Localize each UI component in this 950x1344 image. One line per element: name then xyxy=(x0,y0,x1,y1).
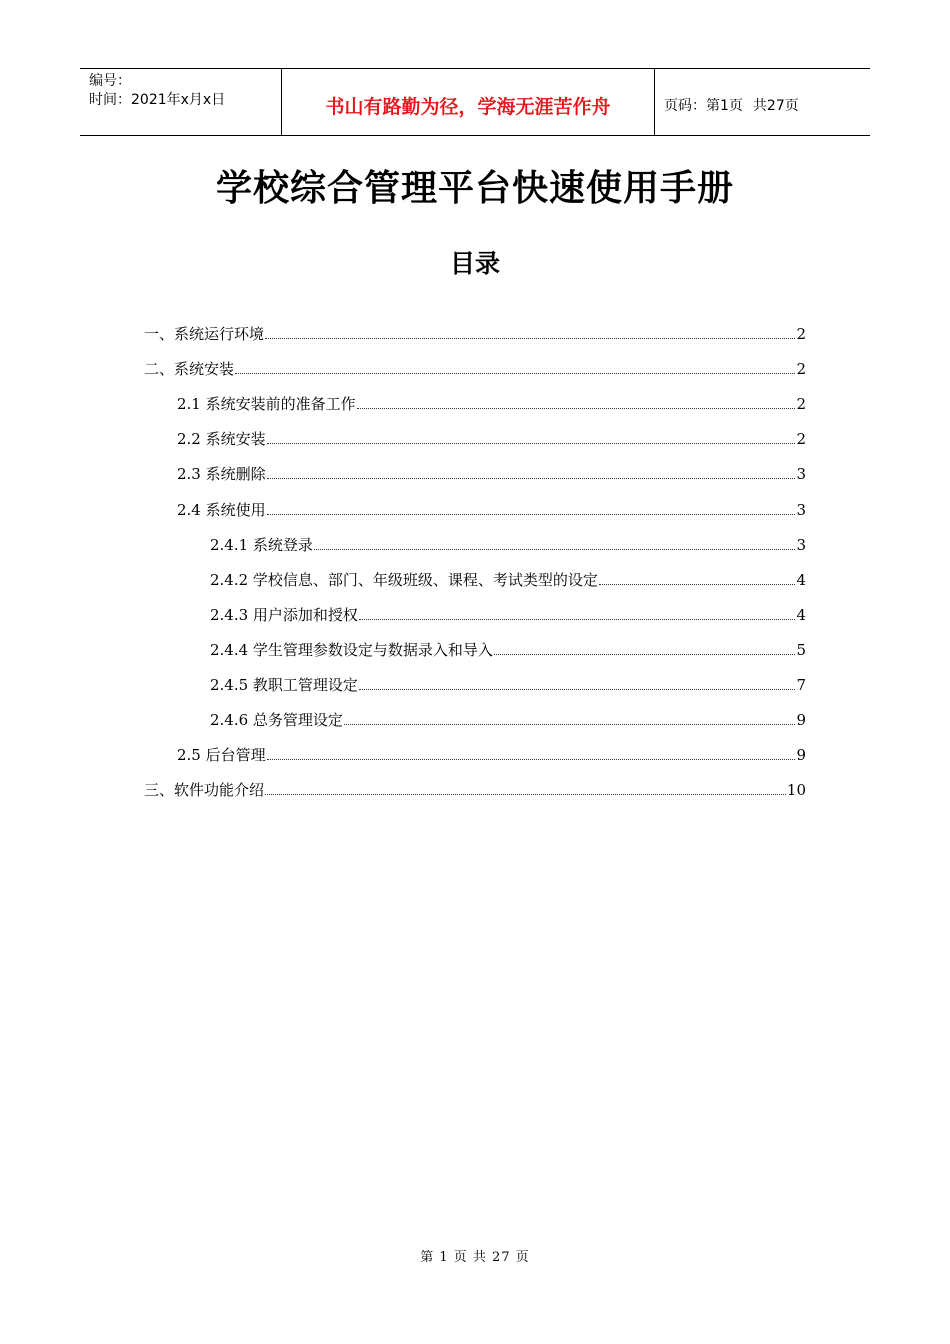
toc-leader-dots xyxy=(344,724,796,725)
toc-entry[interactable] xyxy=(210,531,806,555)
toc-entry-title: 2.3 系统删除 xyxy=(177,465,266,484)
document-title: 学校综合管理平台快速使用手册 xyxy=(215,168,734,209)
toc-entry[interactable] xyxy=(210,706,806,730)
toc-entry[interactable] xyxy=(144,320,806,344)
toc-entry[interactable] xyxy=(177,425,806,449)
toc-entry-page: 3 xyxy=(796,465,806,484)
toc-leader-dots xyxy=(359,689,796,690)
toc-entry-page: 2 xyxy=(796,360,806,379)
toc-entry-page: 4 xyxy=(796,570,806,589)
toc-leader-dots xyxy=(267,759,796,760)
toc-leader-dots xyxy=(267,514,796,515)
toc-entry-page: 9 xyxy=(796,711,806,730)
page-footer: 第 1 页 共 27 页 xyxy=(420,1250,530,1265)
toc-entry-page: 2 xyxy=(796,325,806,343)
toc-entry[interactable] xyxy=(177,460,806,484)
toc-leader-dots xyxy=(267,443,796,444)
toc-entry-title: 2.4.2 学校信息、部门、年级班级、课程、考试类型的设定 xyxy=(210,570,598,589)
toc-entry-title: 2.4 系统使用 xyxy=(177,500,266,519)
toc-entry-page: 4 xyxy=(796,605,806,624)
toc-entry[interactable] xyxy=(177,496,806,520)
header-page-current: 页码：第1页 xyxy=(664,98,743,114)
header-meta-cell xyxy=(80,69,282,135)
toc-leader-dots xyxy=(265,794,786,795)
toc-entry[interactable] xyxy=(144,355,806,379)
toc-leader-dots xyxy=(494,654,796,655)
toc-leader-dots xyxy=(357,408,796,409)
toc-entry[interactable] xyxy=(177,741,806,765)
toc-entry-title: 2.5 后台管理 xyxy=(177,746,266,765)
toc-entry-title: 2.4.5 教职工管理设定 xyxy=(210,676,358,694)
toc-entry-title: 2.1 系统安装前的准备工作 xyxy=(177,395,356,414)
header-motto: 书山有路勤为径，学海无涯苦作舟 xyxy=(282,69,655,135)
toc-entry-title: 2.4.1 系统登录 xyxy=(210,535,313,554)
toc-entry-page: 9 xyxy=(796,746,806,765)
toc-entry[interactable] xyxy=(210,671,806,695)
toc-entry-title: 一、系统运行环境 xyxy=(144,325,265,343)
toc-leader-dots xyxy=(265,338,795,339)
toc-entry[interactable] xyxy=(210,601,806,625)
toc-leader-dots xyxy=(267,478,796,479)
toc-entry[interactable] xyxy=(210,566,806,590)
toc-entry-page: 5 xyxy=(796,640,806,659)
toc-entry-page: 2 xyxy=(796,395,806,414)
toc-entry[interactable] xyxy=(177,390,806,414)
toc-entry-title: 二、系统安装 xyxy=(144,360,235,379)
toc-leader-dots xyxy=(359,619,796,620)
toc-entry-page: 10 xyxy=(786,781,806,800)
toc-leader-dots xyxy=(235,373,795,374)
toc-entry-page: 3 xyxy=(796,535,806,554)
toc-entry-title: 2.2 系统安装 xyxy=(177,430,266,449)
header-page-info xyxy=(655,69,870,135)
toc-entry-page: 7 xyxy=(796,676,806,694)
toc-entry-page: 3 xyxy=(796,500,806,519)
toc-entry-title: 2.4.6 总务管理设定 xyxy=(210,711,343,730)
toc-heading: 目录 xyxy=(449,249,500,278)
header-date: 时间：2021年x月x日 xyxy=(89,92,226,108)
toc-leader-dots xyxy=(314,549,796,550)
toc-entry-title: 2.4.4 学生管理参数设定与数据录入和导入 xyxy=(210,640,493,659)
page-header xyxy=(80,68,870,136)
header-number-label: 编号： xyxy=(89,73,131,89)
toc-entry-title: 2.4.3 用户添加和授权 xyxy=(210,605,358,624)
toc-entry[interactable] xyxy=(144,776,806,800)
header-page-total: 共27页 xyxy=(752,98,799,114)
toc-entry[interactable] xyxy=(210,636,806,660)
toc-leader-dots xyxy=(599,584,796,585)
toc-entry-page: 2 xyxy=(796,430,806,449)
toc-entry-title: 三、软件功能介绍 xyxy=(144,781,265,800)
